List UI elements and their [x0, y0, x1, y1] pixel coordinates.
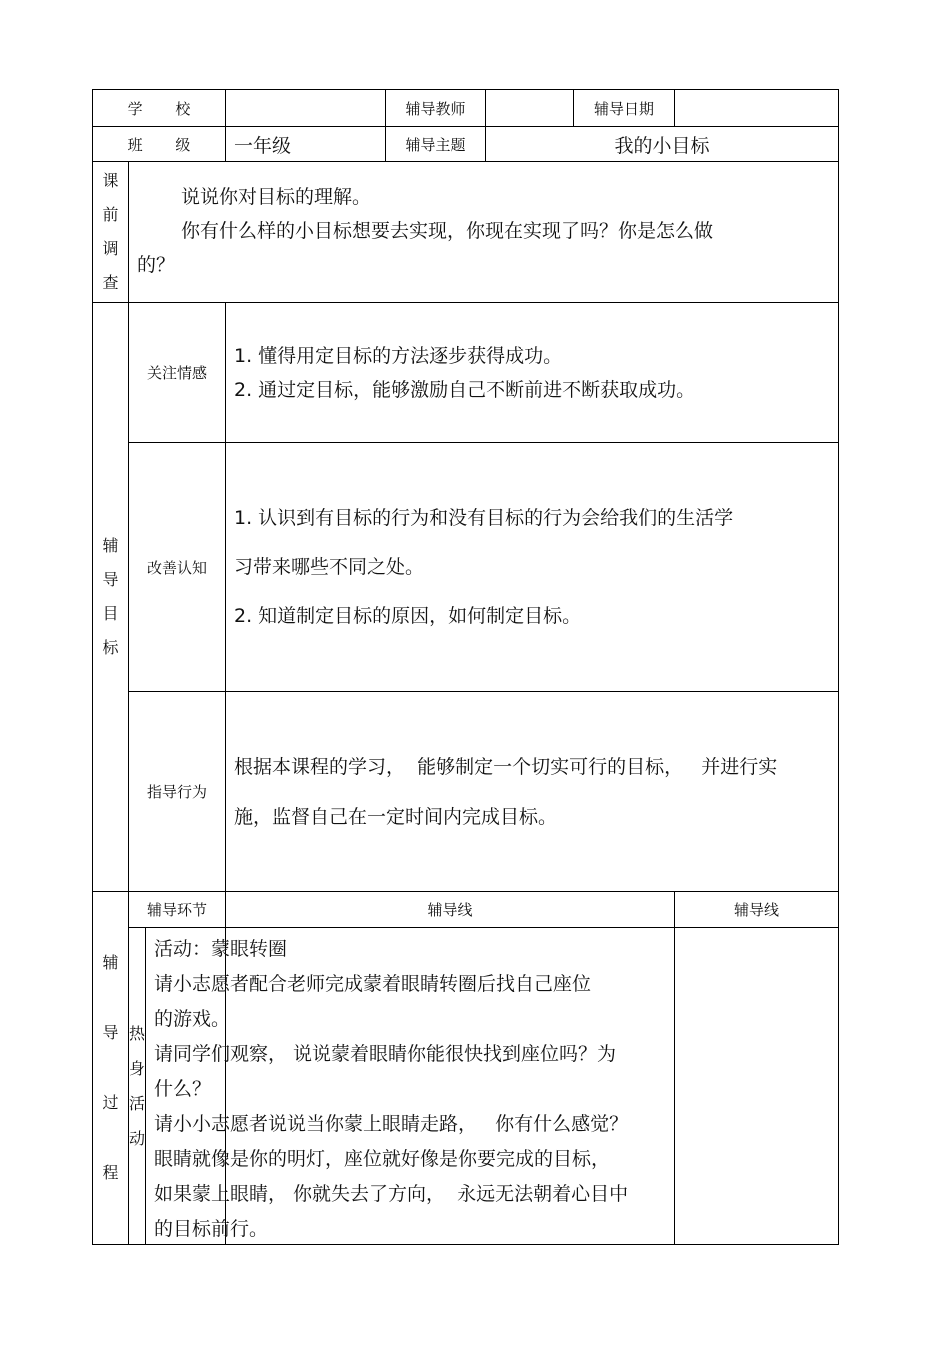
teacher-label: 辅导教师	[386, 90, 486, 127]
activity-text: 活动：蒙眼转圈 请小志愿者配合老师完成蒙着眼睛转圈后找自己座位 的游戏。 请同学们观察， 说说蒙着眼睛你能很快找到座位吗？为 什么？ 请小小志愿者说说当你蒙上眼睛走路， 你有什么感觉？ 眼睛就像是你的明灯，座位就好像是你要完成的目标， 如果蒙上眼睛， 你就失去了方向， 永远无法朝着心目中 的目标前行。	[154, 938, 629, 1240]
school-value	[226, 90, 386, 127]
goal-behavior-label: 指导行为	[129, 692, 226, 892]
goal-emotion-content: 1. 懂得用定目标的方法逐步获得成功。 2. 通过定目标，能够激励自己不断前进不断获取成功。	[226, 303, 839, 443]
col-note-header: 辅导线	[675, 892, 839, 928]
process-label: 辅 导 过 程	[93, 892, 129, 1245]
survey-line: 说说你对目标的理解。	[181, 186, 372, 208]
teacher-value	[486, 90, 574, 127]
survey-line: 你有什么样的小目标想要去实现，你现在实现了吗？你是怎么做	[181, 220, 714, 242]
col-line-header: 辅导线	[226, 892, 675, 928]
activity-note	[675, 928, 839, 1245]
date-value	[675, 90, 839, 127]
school-label: 学 校	[93, 90, 226, 127]
date-label: 辅导日期	[574, 90, 675, 127]
goal-cognition-label: 改善认知	[129, 443, 226, 692]
warmup-activity	[146, 928, 682, 1244]
goal-cognition-content: 1. 认识到有目标的行为和没有目标的行为会给我们的生活学 习带来哪些不同之处。 2. 知道制定目标的原因，如何制定目标。	[226, 443, 839, 692]
class-value: 一年级	[226, 127, 386, 162]
warmup-stage-cell	[129, 928, 629, 1245]
class-label: 班 级	[93, 127, 226, 162]
topic-value: 我的小目标	[486, 127, 839, 162]
lesson-plan-table	[92, 89, 839, 1245]
goal-behavior-content: 根据本课程的学习， 能够制定一个切实可行的目标， 并进行实 施，监督自己在一定时间内完成目标。	[226, 692, 839, 892]
survey-line: 的？	[137, 254, 176, 276]
goal-emotion-label: 关注情感	[129, 303, 226, 443]
col-stage-header: 辅导环节	[129, 892, 226, 928]
goals-label: 辅 导 目 标	[93, 303, 129, 892]
survey-label: 课 前 调 查	[93, 162, 129, 303]
survey-content	[129, 162, 839, 303]
topic-label: 辅导主题	[386, 127, 486, 162]
warmup-label: 热 身 活 动	[129, 928, 146, 1244]
